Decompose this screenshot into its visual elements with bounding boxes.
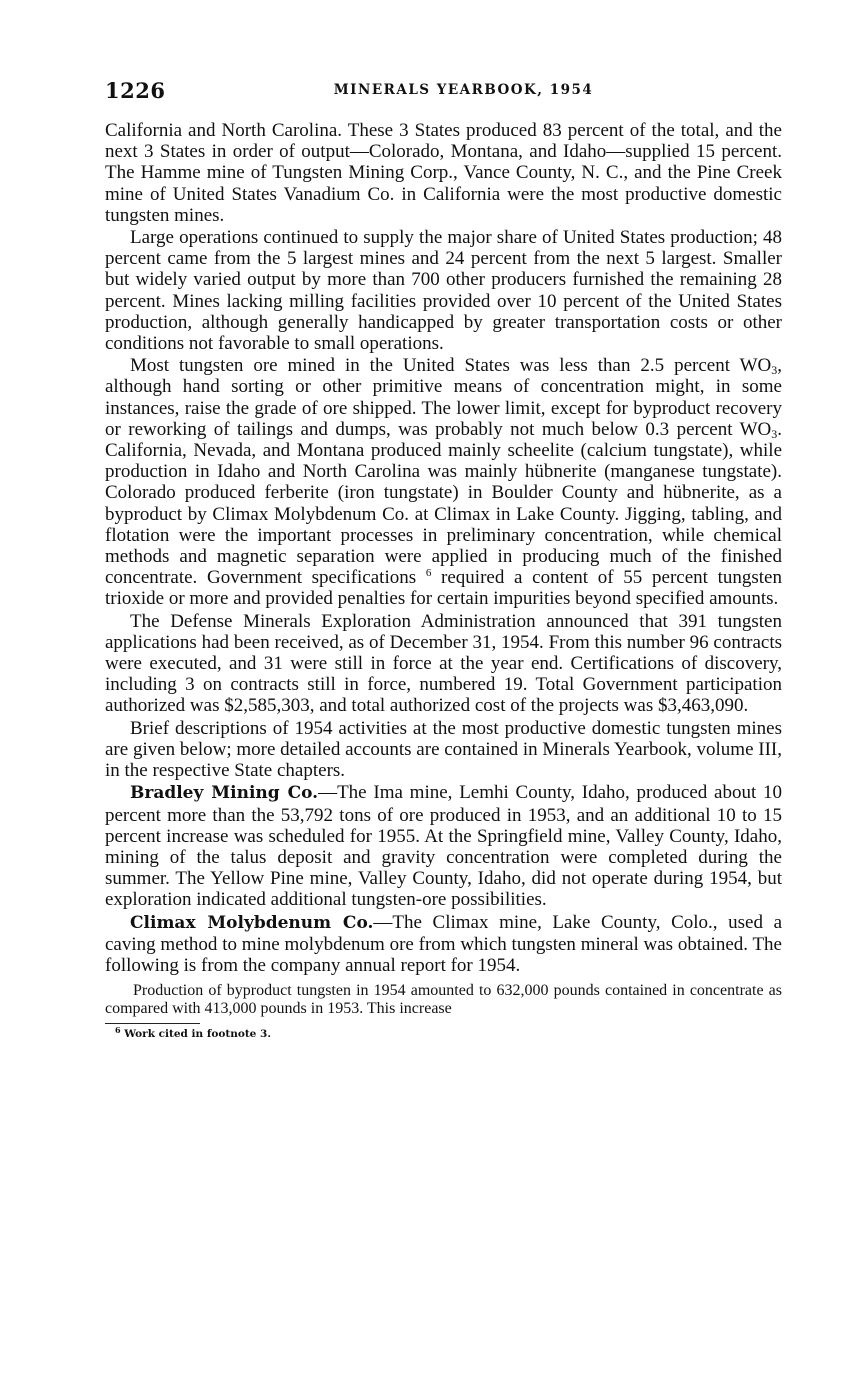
footnote-marker: 6 bbox=[115, 1025, 121, 1036]
paragraph-5: Brief descriptions of 1954 activities at the most productive domestic tungsten mines are given below; more detailed accounts are contained in Minerals Yearbook, volume III, in the respective State chapters. bbox=[105, 717, 782, 782]
paragraph-4: The Defense Minerals Exploration Administration announced that 391 tungsten applications had been received, as of December 31, 1954. From this number 96 contracts were executed, and 31 were still in force at the year end. Certifications of discovery, including 3 on contracts still in force, numbered 19. Total Government participation authorized was $2,585,303, and total authorized cost of the projects was $3,463,090. bbox=[105, 610, 782, 717]
paragraph-3-part-c: . California, Nevada, and Montana produced mainly scheelite (calcium tungstate), while production in Idaho and North Carolina was mainly hübnerite (manganese tungstate). Colorado produced ferberite (iron tungstate) in Boulder County and hübnerite, as a byproduct by Climax Molybdenum Co. at Climax in Lake County. Jigging, tabling, and flotation were the important processes in preliminary concentration, while chemical methods and magnetic separation were applied in producing much of the finished concentrate. Government specifications bbox=[105, 418, 782, 589]
footnote-text: Work cited in footnote 3. bbox=[120, 1028, 271, 1041]
page-header bbox=[105, 78, 782, 104]
company-heading: Bradley Mining Co. bbox=[130, 783, 319, 804]
footnote-divider bbox=[105, 1023, 200, 1024]
document-page bbox=[105, 78, 782, 1040]
paragraph-7 bbox=[105, 912, 782, 977]
paragraph-3-part-d: required a content of 55 percent tungsten trioxide or more and provided penalties for certain impurities beyond specified amounts. bbox=[105, 567, 782, 610]
body-text bbox=[105, 120, 782, 976]
paragraph-3-part-a: Most tungsten ore mined in the United States was less than 2.5 percent WO bbox=[130, 355, 772, 377]
footnote-reference: 6 bbox=[425, 567, 432, 580]
subscript: 3 bbox=[771, 426, 778, 441]
block-quote: Production of byproduct tungsten in 1954 amounted to 632,000 pounds contained in concentrate as compared with 413,000 pounds in 1953. This increase bbox=[105, 982, 782, 1018]
running-head: MINERALS YEARBOOK, 1954 bbox=[333, 82, 594, 98]
subscript: 3 bbox=[771, 363, 778, 378]
footnote bbox=[105, 1025, 782, 1041]
page-number: 1226 bbox=[105, 78, 166, 103]
paragraph-3-part-b: , although hand sorting or other primitive means of concentration might, in some instances, raise the grade of ore shipped. The lower limit, except for byproduct recovery or reworking of tailings and dumps, was probably not much below 0.3 percent WO bbox=[105, 355, 782, 440]
paragraph-6 bbox=[105, 782, 782, 910]
paragraph-7-text: —The Climax mine, Lake County, Colo., used a caving method to mine molybdenum ore from which tungsten mineral was obtained. The following is from the company annual report for 1954. bbox=[105, 911, 782, 976]
company-heading: Climax Molybdenum Co. bbox=[130, 912, 374, 933]
paragraph-2: Large operations continued to supply the major share of United States production; 48 percent came from the 5 largest mines and 24 percent from the next 5 largest. Smaller but widely varied output by more than 700 other producers furnished the remaining 28 percent. Mines lacking milling facilities provided over 10 percent of the United States production, although generally handicapped by greater transportation costs or other conditions not favorable to small operations. bbox=[105, 227, 782, 355]
paragraph-3 bbox=[105, 355, 782, 609]
paragraph-6-text: —The Ima mine, Lemhi County, Idaho, produced about 10 percent more than the 53,792 tons of ore produced in 1953, and an additional 10 to 15 percent increase was scheduled for 1955. At the Springfield mine, Valley County, Idaho, mining of the talus deposit and gravity concentration were completed during the summer. The Yellow Pine mine, Valley County, Idaho, did not operate during 1954, but exploration indicated additional tungsten-ore possibilities. bbox=[105, 782, 782, 911]
paragraph-1: California and North Carolina. These 3 States produced 83 percent of the total, and the next 3 States in order of output—Colorado, Montana, and Idaho—supplied 15 percent. The Hamme mine of Tungsten Mining Corp., Vance County, N. C., and the Pine Creek mine of United States Vanadium Co. in California were the most productive domestic tungsten mines. bbox=[105, 120, 782, 226]
